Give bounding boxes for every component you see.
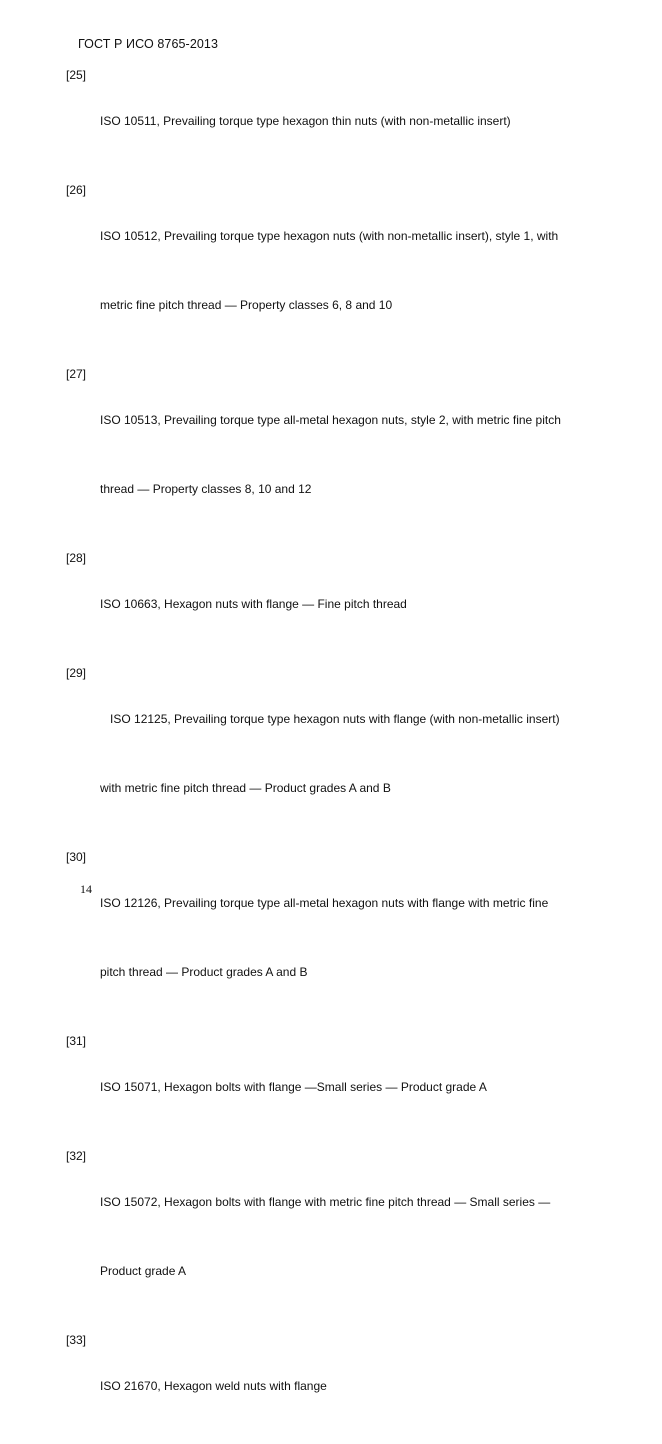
reference-item	[66, 547, 622, 662]
reference-number: [25]	[66, 68, 87, 82]
reference-number: [30]	[66, 850, 87, 864]
reference-item	[66, 64, 622, 179]
reference-text	[100, 1145, 622, 1329]
reference-number: [28]	[66, 551, 87, 565]
reference-list	[66, 64, 622, 1444]
reference-number: [26]	[66, 183, 87, 197]
reference-number: [33]	[66, 1333, 87, 1347]
page-number: 14	[80, 882, 92, 896]
reference-item	[66, 1145, 622, 1329]
reference-line: pitch thread — Product grades A and B	[100, 965, 308, 979]
reference-number: [29]	[66, 666, 87, 680]
reference-text	[100, 179, 622, 363]
reference-line: with metric fine pitch thread — Product grades A and B	[100, 781, 391, 795]
reference-text	[100, 662, 622, 846]
reference-text	[100, 64, 622, 179]
reference-text	[100, 363, 622, 547]
reference-item	[66, 363, 622, 547]
reference-line: Product grade A	[100, 1264, 187, 1278]
reference-text	[100, 846, 622, 1030]
reference-text	[100, 547, 622, 662]
reference-line: ISO 10663, Hexagon nuts with flange — Fine pitch thread	[100, 597, 407, 611]
reference-line: metric fine pitch thread — Property classes 6, 8 and 10	[100, 298, 393, 312]
reference-number: [27]	[66, 367, 87, 381]
reference-item	[66, 179, 622, 363]
reference-item	[66, 846, 622, 1030]
reference-number: [32]	[66, 1149, 87, 1163]
reference-line: ISO 10513, Prevailing torque type all-metal hexagon nuts, style 2, with metric fine pitch	[100, 413, 561, 427]
reference-line: ISO 12126, Prevailing torque type all-metal hexagon nuts with flange with metric fine	[100, 896, 549, 910]
reference-line: ISO 15071, Hexagon bolts with flange —Small series — Product grade A	[100, 1080, 487, 1094]
reference-item	[66, 1030, 622, 1145]
reference-line: ISO 15072, Hexagon bolts with flange with metric fine pitch thread — Small series —	[100, 1195, 551, 1209]
reference-line: ISO 21670, Hexagon weld nuts with flange	[100, 1379, 327, 1393]
reference-line: ISO 12125, Prevailing torque type hexagon nuts with flange (with non-metallic insert)	[100, 712, 560, 726]
reference-text	[100, 1329, 622, 1444]
reference-line: thread — Property classes 8, 10 and 12	[100, 482, 312, 496]
reference-number: [31]	[66, 1034, 87, 1048]
reference-item	[66, 662, 622, 846]
document-header: ГОСТ Р ИСО 8765-2013	[78, 37, 219, 51]
reference-item	[66, 1329, 622, 1444]
reference-text	[100, 1030, 622, 1145]
reference-line: ISO 10512, Prevailing torque type hexagon nuts (with non-metallic insert), style 1, with	[100, 229, 559, 243]
reference-line: ISO 10511, Prevailing torque type hexagon thin nuts (with non-metallic insert)	[100, 114, 511, 128]
